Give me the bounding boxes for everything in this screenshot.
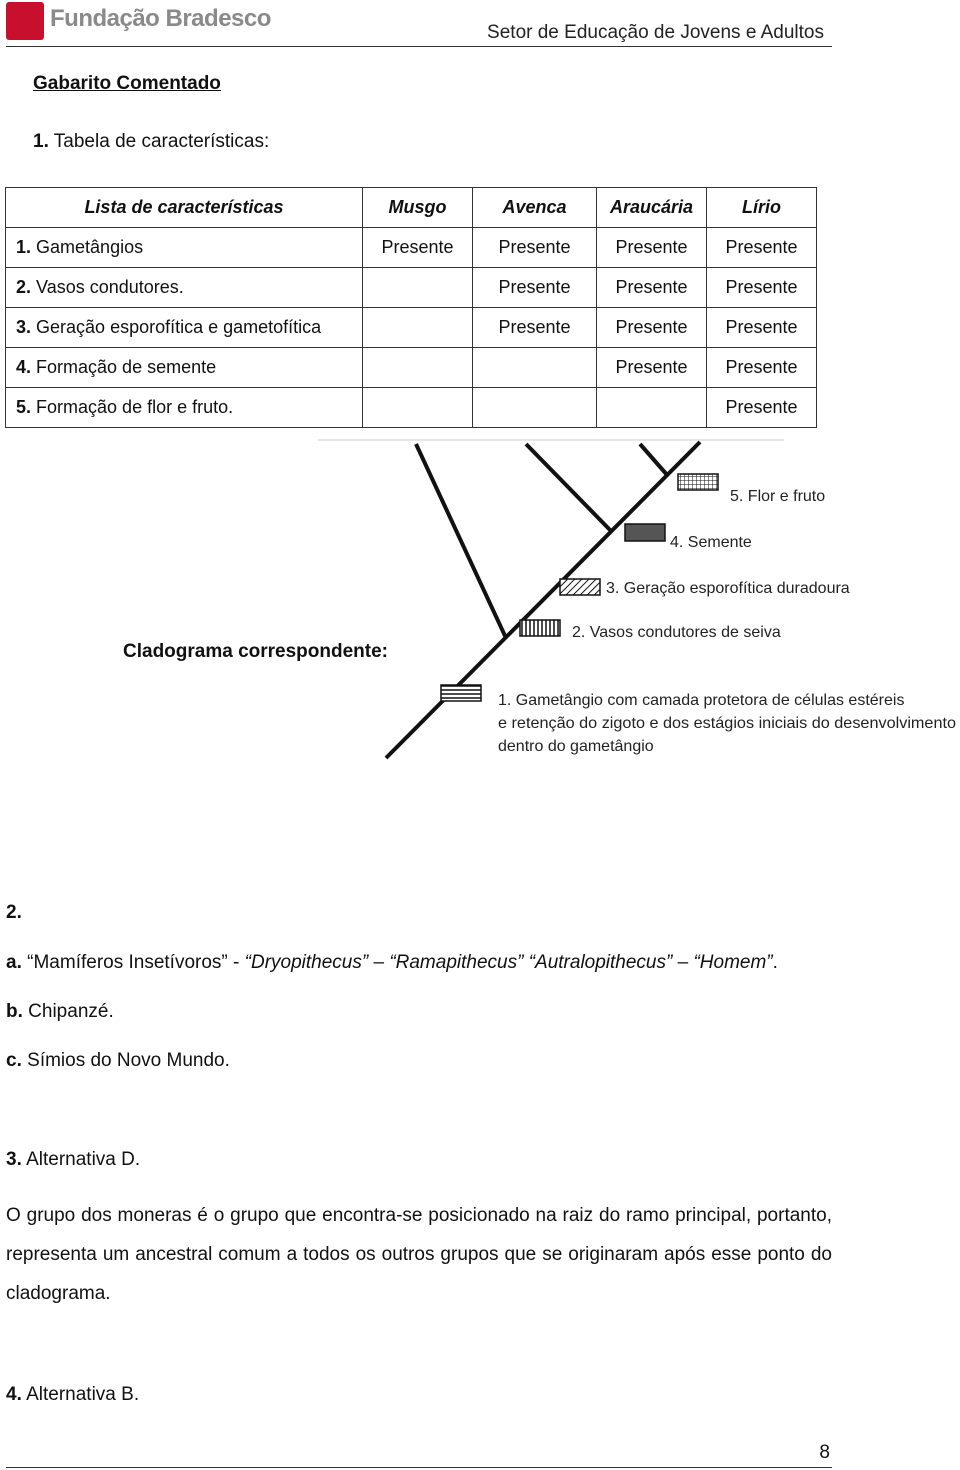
marker-5 <box>678 474 718 490</box>
row-label <box>6 348 363 388</box>
question-1-label: Tabela de características: <box>53 131 270 152</box>
question-4-num: 4. <box>6 1384 22 1405</box>
question-3-explanation: O grupo dos moneras é o grupo que encontra-se posicionado na raiz do ramo principal, portanto, representa um ancestral comum a todos os outros grupos que se originaram após esse ponto do cladograma. <box>6 1205 832 1304</box>
question-2-num: 2. <box>6 902 22 923</box>
table-cell: Presente <box>707 388 817 428</box>
row-number: 1. <box>16 237 32 257</box>
question-2a <box>6 952 778 974</box>
table-cell <box>363 388 473 428</box>
table-row <box>6 308 817 348</box>
q2a-ramapithecus: “Ramapithecus” <box>389 952 524 973</box>
row-label <box>6 228 363 268</box>
branch-araucaria <box>640 444 668 476</box>
row-number: 5. <box>16 397 32 417</box>
characteristics-table <box>5 187 817 428</box>
q2a-end: . <box>772 952 778 973</box>
page-title: Gabarito Comentado <box>33 73 221 94</box>
table-cell: Presente <box>707 228 817 268</box>
question-3 <box>6 1149 140 1171</box>
marker-1-label-line3: dentro do gametângio <box>498 738 654 755</box>
q2c-text: Símios do Novo Mundo. <box>27 1050 230 1071</box>
question-3-num: 3. <box>6 1149 22 1170</box>
q2a-homem: “Homem” <box>693 952 773 973</box>
table-header-row <box>6 188 817 228</box>
table-row <box>6 268 817 308</box>
table-cell <box>473 348 597 388</box>
page-number: 8 <box>819 1442 830 1463</box>
cladogram-trunk <box>386 442 700 758</box>
marker-4-label: 4. Semente <box>670 534 752 551</box>
marker-1 <box>441 685 481 701</box>
cladogram-diagram <box>300 436 960 766</box>
footer-divider <box>6 1467 832 1468</box>
branch-avenca <box>526 444 612 532</box>
brand-logo-icon <box>6 2 44 40</box>
header-divider <box>6 46 832 47</box>
row-label-text: Gametângios <box>36 237 144 257</box>
question-2c <box>6 1050 230 1072</box>
table-header: Araucária <box>597 188 707 228</box>
q2b-prefix: b. <box>6 1001 23 1022</box>
row-label-text: Vasos condutores. <box>36 277 184 297</box>
row-number: 2. <box>16 277 32 297</box>
q2a-sep4: – <box>672 952 694 973</box>
question-3-answer: Alternativa D. <box>26 1149 141 1170</box>
q2a-first: “Mamíferos Insetívoros” <box>27 952 228 973</box>
table-header: Lírio <box>707 188 817 228</box>
q2a-sep1: - <box>227 952 245 973</box>
table-cell <box>363 348 473 388</box>
question-4 <box>6 1384 139 1406</box>
table-cell <box>473 388 597 428</box>
table-row <box>6 228 817 268</box>
row-label-text: Geração esporofítica e gametofítica <box>36 317 322 337</box>
marker-1-label-line2: e retenção do zigoto e dos estágios iniciais do desenvolvimento <box>498 715 957 732</box>
question-4-answer: Alternativa B. <box>26 1384 140 1405</box>
q2a-sep2: – <box>368 952 390 973</box>
question-1-heading <box>33 131 269 153</box>
q2a-dryopithecus: “Dryopithecus” <box>244 952 369 973</box>
table-cell: Presente <box>597 268 707 308</box>
table-cell: Presente <box>597 348 707 388</box>
table-cell: Presente <box>473 228 597 268</box>
cladogram-label: Cladograma correspondente: <box>123 641 388 662</box>
row-number: 3. <box>16 317 32 337</box>
row-label-text: Formação de semente <box>36 357 217 377</box>
row-label <box>6 268 363 308</box>
q2b-text: Chipanzé. <box>28 1001 114 1022</box>
table-header: Musgo <box>363 188 473 228</box>
marker-1-label-line1: 1. Gametângio com camada protetora de células estéreis <box>498 692 905 709</box>
header-section: Setor de Educação de Jovens e Adultos <box>487 22 824 43</box>
table-row <box>6 348 817 388</box>
table-cell: Presente <box>363 228 473 268</box>
branch-musgo <box>416 444 506 638</box>
table-cell: Presente <box>473 308 597 348</box>
row-number: 4. <box>16 357 32 377</box>
marker-2 <box>520 620 560 636</box>
table-header: Lista de características <box>6 188 363 228</box>
table-cell: Presente <box>707 308 817 348</box>
question-2-number <box>6 902 22 924</box>
row-label <box>6 388 363 428</box>
marker-3-label: 3. Geração esporofítica duradoura <box>606 580 850 597</box>
table-row <box>6 388 817 428</box>
row-label-text: Formação de flor e fruto. <box>36 397 234 417</box>
table-header: Avenca <box>473 188 597 228</box>
table-cell <box>363 308 473 348</box>
row-label <box>6 308 363 348</box>
marker-4 <box>625 524 665 541</box>
q2c-prefix: c. <box>6 1050 22 1071</box>
table-cell: Presente <box>597 228 707 268</box>
table-cell <box>597 388 707 428</box>
table-cell: Presente <box>597 308 707 348</box>
marker-3 <box>560 579 600 595</box>
table-cell: Presente <box>707 268 817 308</box>
q2a-prefix: a. <box>6 952 22 973</box>
q2a-autralopithecus: “Autralopithecus” <box>528 952 673 973</box>
question-2b <box>6 1001 114 1023</box>
table-cell: Presente <box>473 268 597 308</box>
marker-5-label: 5. Flor e fruto <box>730 488 826 505</box>
table-cell: Presente <box>707 348 817 388</box>
table-cell <box>363 268 473 308</box>
brand-name: Fundação Bradesco <box>50 5 271 32</box>
question-1-number: 1. <box>33 131 49 152</box>
marker-2-label: 2. Vasos condutores de seiva <box>572 624 781 641</box>
